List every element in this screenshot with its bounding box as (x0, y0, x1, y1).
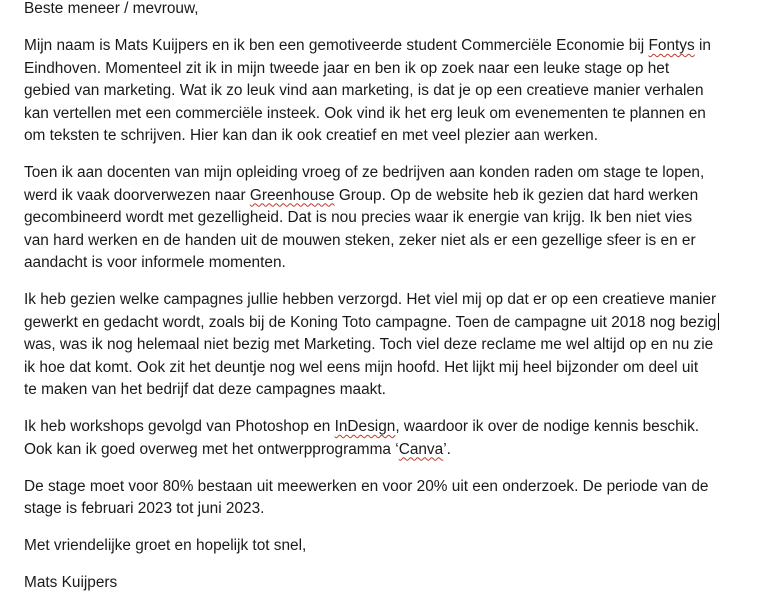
spellcheck-word-canva[interactable]: Canva (398, 440, 444, 458)
closing: Met vriendelijke groet en hopelijk tot snel, (24, 537, 307, 554)
spellcheck-word-greenhouse[interactable]: Greenhouse (249, 186, 335, 204)
text-run: Mijn naam is Mats Kuijpers en ik ben een gemotiveerde student Commerciële Economie bij (24, 37, 649, 54)
paragraph-campaigns (24, 289, 754, 402)
text-run: Toen ik aan docenten van mijn opleiding vroeg of ze bedrijven aan konden raden om stage te lopen, werd ik vaak doorverwezen naar (24, 164, 705, 204)
salutation: Beste meneer / mevrouw, (24, 0, 199, 17)
text-run: Group. Op de website heb ik gezien dat hard werken gecombineerd wordt met gezelligheid. Dat is nou precies waar ik energie van krijg. Ik ben niet vies van hard werken en de handen uit de mouwen steken, zeker niet als er een gezellige sfeer is en er aandacht is voor informele momenten. (24, 186, 699, 271)
letter-body[interactable] (24, 0, 754, 595)
paragraph-skills (24, 416, 754, 461)
text-run: Ik heb workshops gevolgd van Photoshop en (24, 418, 335, 435)
text-run: was, was ik nog helemaal niet bezig met Marketing. Toch viel deze reclame me wel altijd op en nu zie ik hoe dat komt. Ook zit het deuntje nog wel eens mijn hoofd. Het lijkt mij heel bijzonder om deel uit te maken van het bedrijf dat deze campagnes maakt. (24, 336, 714, 398)
text-run: in Eindhoven. Momenteel zit ik in mijn tweede jaar en ben ik op zoek naar een leuke stage op het gebied van marketing. Wat ik zo leuk vind aan marketing, is dat je op een creatieve manier verhalen kan vertellen met een commerciële insteek. Ook vind ik het erg leuk om evenementen te plannen en om teksten te schrijven. Hier kan dan ik ook creatief en met veel plezier aan werken. (24, 37, 711, 144)
text-cursor (718, 313, 719, 330)
paragraph-motivation (24, 162, 754, 275)
text-run: Ik heb gezien welke campagnes jullie hebben verzorgd. Het viel mij op dat er op een creatieve manier gewerkt en gedacht wordt, zoals bij de Koning Toto campagne. Toen de campagne uit 2018 nog bezig (24, 291, 717, 331)
text-run: ’. (443, 440, 451, 458)
signature: Mats Kuijpers (24, 574, 118, 591)
text-run: , waardoor ik over de nodige kennis beschik. Ook kan ik goed overweg met het ontwerpprogramma ‘ (24, 418, 700, 458)
spellcheck-word-fontys[interactable]: Fontys (648, 37, 695, 54)
paragraph-internship-details: De stage moet voor 80% bestaan uit meewerken en voor 20% uit een onderzoek. De periode van de stage is februari 2023 tot juni 2023. (24, 477, 709, 517)
paragraph-introduction (24, 35, 754, 148)
spellcheck-word-indesign[interactable]: InDesign (334, 418, 396, 435)
